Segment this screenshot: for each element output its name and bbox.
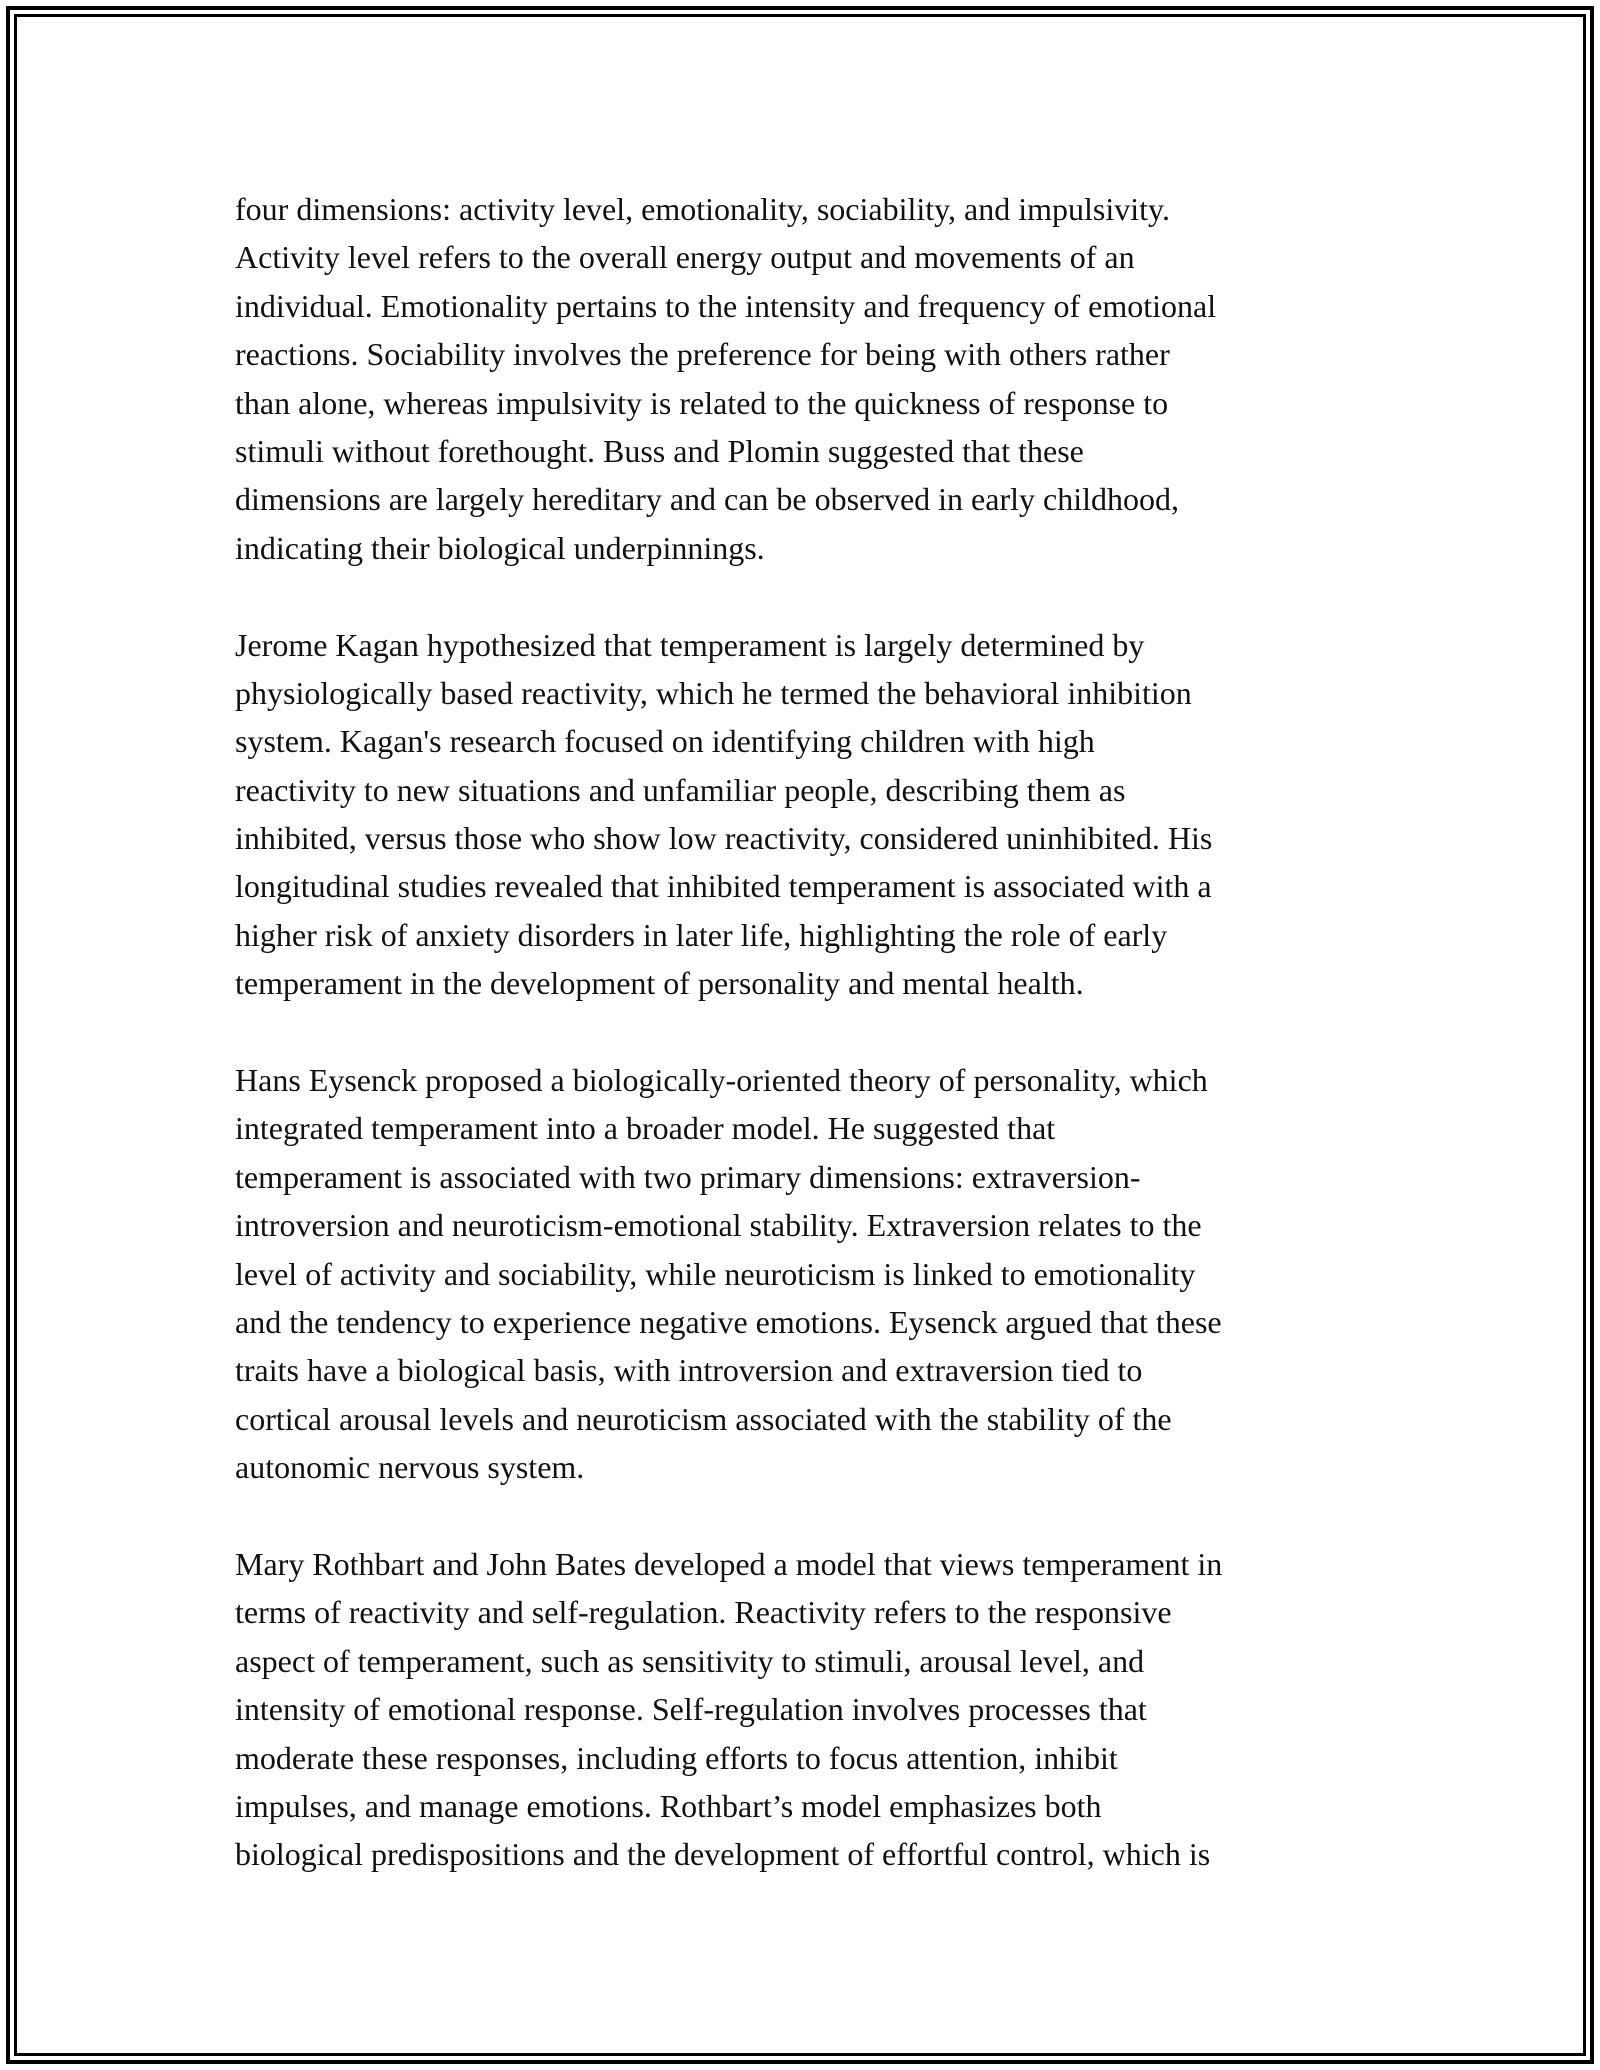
text-line: Mary Rothbart and John Bates developed a model that views temperament in	[235, 1545, 1223, 1582]
text-line: traits have a biological basis, with introversion and extraversion tied to	[235, 1352, 1143, 1389]
document-body	[235, 185, 1375, 1927]
text-line: introversion and neuroticism-emotional stability. Extraversion relates to the	[235, 1207, 1202, 1244]
text-line: physiologically based reactivity, which he termed the behavioral inhibition	[235, 674, 1192, 711]
text-line: Activity level refers to the overall energy output and movements of an	[235, 239, 1135, 276]
text-line: aspect of temperament, such as sensitivity to stimuli, arousal level, and	[235, 1642, 1145, 1679]
text-line: terms of reactivity and self-regulation. Reactivity refers to the responsive	[235, 1594, 1172, 1631]
text-line: temperament in the development of personality and mental health.	[235, 965, 1084, 1002]
text-line: cortical arousal levels and neuroticism associated with the stability of the	[235, 1400, 1172, 1437]
paragraph-buss-plomin	[235, 185, 1375, 572]
text-line: temperament is associated with two primary dimensions: extraversion-	[235, 1158, 1141, 1195]
paragraph-rothbart-bates	[235, 1540, 1375, 1879]
text-line: higher risk of anxiety disorders in later life, highlighting the role of early	[235, 916, 1168, 953]
text-line: intensity of emotional response. Self-regulation involves processes that	[235, 1691, 1147, 1728]
text-line: reactivity to new situations and unfamiliar people, describing them as	[235, 771, 1126, 808]
text-line: autonomic nervous system.	[235, 1449, 585, 1486]
text-line: than alone, whereas impulsivity is related to the quickness of response to	[235, 384, 1169, 421]
text-line: reactions. Sociability involves the preference for being with others rather	[235, 336, 1170, 373]
paragraph-kagan	[235, 621, 1375, 1008]
text-line: individual. Emotionality pertains to the intensity and frequency of emotional	[235, 287, 1217, 324]
text-line: system. Kagan's research focused on identifying children with high	[235, 723, 1095, 760]
text-line: biological predispositions and the development of effortful control, which is	[235, 1836, 1211, 1873]
text-line: longitudinal studies revealed that inhibited temperament is associated with a	[235, 868, 1212, 905]
text-line: Hans Eysenck proposed a biologically-oriented theory of personality, which	[235, 1062, 1208, 1099]
paragraph-eysenck	[235, 1056, 1375, 1492]
text-line: impulses, and manage emotions. Rothbart’s model emphasizes both	[235, 1787, 1102, 1824]
text-line: integrated temperament into a broader model. He suggested that	[235, 1110, 1056, 1147]
text-line: indicating their biological underpinnings.	[235, 529, 765, 566]
text-line: dimensions are largely hereditary and can be observed in early childhood,	[235, 481, 1179, 518]
text-line: Jerome Kagan hypothesized that temperament is largely determined by	[235, 626, 1145, 663]
text-line: level of activity and sociability, while neuroticism is linked to emotionality	[235, 1255, 1196, 1292]
text-line: stimuli without forethought. Buss and Plomin suggested that these	[235, 432, 1084, 469]
text-line: inhibited, versus those who show low reactivity, considered uninhibited. His	[235, 820, 1213, 857]
text-line: moderate these responses, including efforts to focus attention, inhibit	[235, 1739, 1118, 1776]
text-line: four dimensions: activity level, emotionality, sociability, and impulsivity.	[235, 191, 1170, 227]
text-line: and the tendency to experience negative emotions. Eysenck argued that these	[235, 1303, 1222, 1340]
